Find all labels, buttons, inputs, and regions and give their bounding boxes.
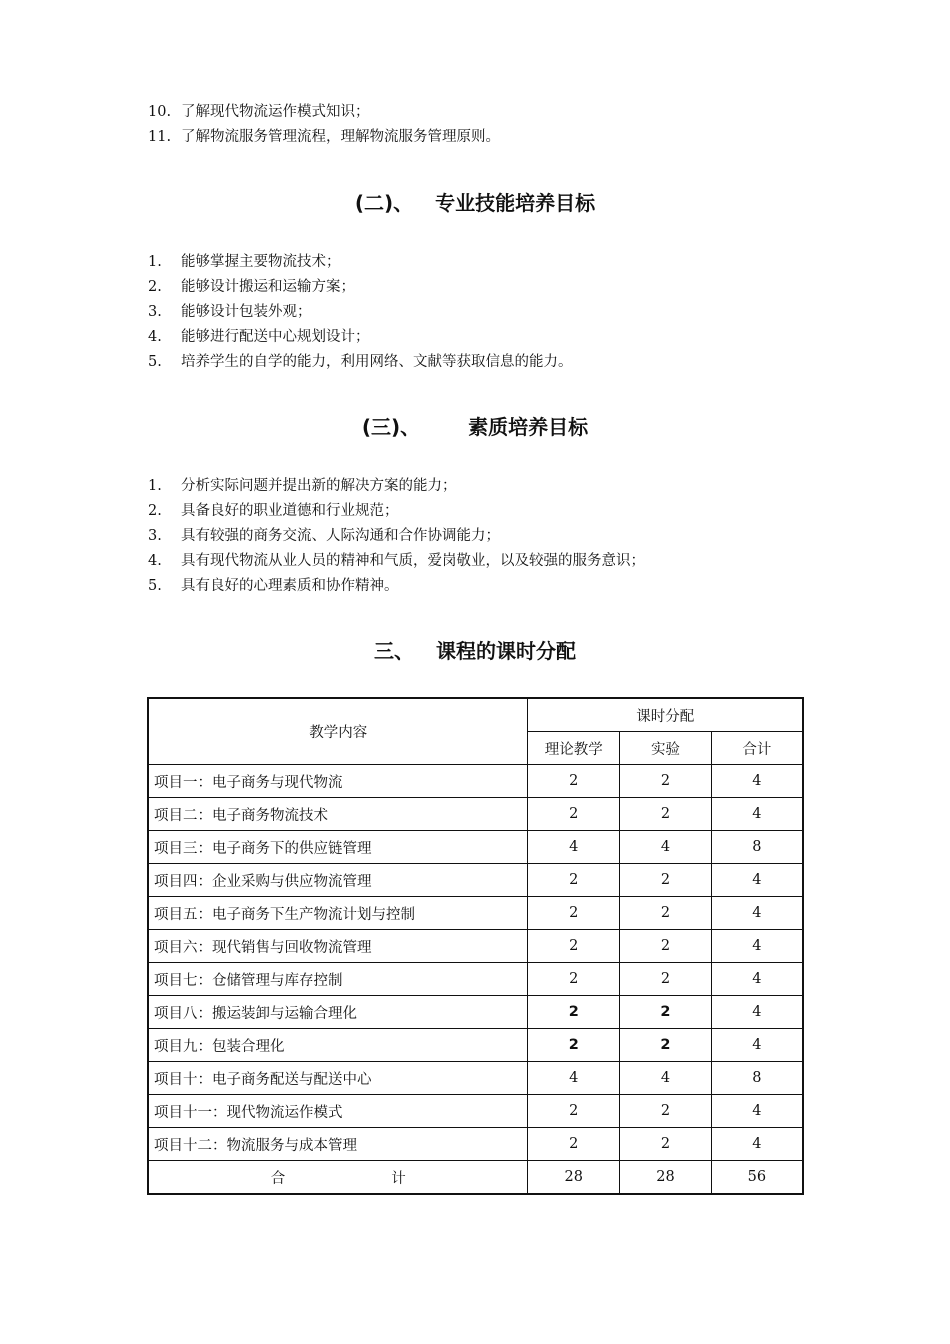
row-theory: 2 [528,963,620,996]
item-number: 3. [148,528,162,544]
item-text: 了解现代物流运作模式知识； [181,104,370,120]
item-number: 3. [148,304,162,320]
row-name: 项目十二：物流服务与成本管理 [148,1128,528,1161]
heading-title: 素质培养目标 [468,415,589,439]
list-item [148,499,645,524]
total-lab: 28 [620,1161,712,1195]
row-lab: 2 [620,996,712,1029]
row-lab: 2 [620,930,712,963]
row-name: 项目一：电子商务与现代物流 [148,765,528,798]
row-name: 项目五：电子商务下生产物流计划与控制 [148,897,528,930]
item-number: 2. [148,503,162,519]
list-item [148,250,573,275]
row-sum: 4 [711,1128,803,1161]
table-row [148,1029,803,1062]
item-text: 了解物流服务管理流程，理解物流服务管理原则。 [181,129,500,145]
total-sum: 56 [711,1161,803,1195]
item-text: 能够进行配送中心规划设计； [181,329,370,345]
table-row [148,930,803,963]
list-item [148,350,573,375]
row-lab: 2 [620,1095,712,1128]
row-name: 项目三：电子商务下的供应链管理 [148,831,528,864]
item-number: 5. [148,354,162,370]
table-row [148,1062,803,1095]
table-row [148,1128,803,1161]
list-item [148,325,573,350]
item-text: 具备良好的职业道德和行业规范； [181,503,399,519]
row-theory: 2 [528,765,620,798]
item-number: 1. [148,478,162,494]
row-theory: 4 [528,831,620,864]
row-sum: 4 [711,1095,803,1128]
row-theory: 2 [528,996,620,1029]
item-text: 能够设计搬运和运输方案； [181,279,355,295]
row-theory: 2 [528,1095,620,1128]
list-item [148,549,645,574]
list-item [148,300,573,325]
row-sum: 8 [711,1062,803,1095]
row-theory: 2 [528,864,620,897]
item-number: 5. [148,578,162,594]
row-name: 项目二：电子商务物流技术 [148,798,528,831]
row-lab: 2 [620,1029,712,1062]
item-number: 4. [148,329,162,345]
row-lab: 2 [620,765,712,798]
heading-title: 课程的课时分配 [436,639,576,663]
row-sum: 4 [711,996,803,1029]
row-theory: 2 [528,930,620,963]
item-number: 11. [148,129,172,145]
row-lab: 2 [620,798,712,831]
total-label-a: 合 [270,1170,286,1187]
row-name: 项目十：电子商务配送与配送中心 [148,1062,528,1095]
header-theory: 理论教学 [528,732,620,765]
item-number: 2. [148,279,162,295]
item-text: 能够设计包装外观； [181,304,312,320]
objectives-list-quality [148,474,645,599]
item-text: 具有良好的心理素质和协作精神。 [181,578,399,594]
row-theory: 2 [528,798,620,831]
header-hours-group: 课时分配 [528,698,803,732]
item-number: 4. [148,553,162,569]
row-name: 项目四：企业采购与供应物流管理 [148,864,528,897]
hours-allocation-table [147,697,804,1195]
item-text: 分析实际问题并提出新的解决方案的能力； [181,478,457,494]
objectives-list-skills [148,250,573,375]
heading-prefix: 三、 [374,639,414,663]
row-sum: 4 [711,963,803,996]
row-lab: 2 [620,897,712,930]
table-row [148,831,803,864]
item-number: 10. [148,104,172,120]
row-theory: 2 [528,897,620,930]
row-name: 项目十一：现代物流运作模式 [148,1095,528,1128]
total-label [148,1161,528,1195]
section-heading-hours [0,635,950,664]
row-theory: 2 [528,1029,620,1062]
total-label-b: 计 [391,1170,406,1187]
heading-title: 专业技能培养目标 [435,191,596,215]
table-row [148,963,803,996]
row-sum: 4 [711,897,803,930]
heading-prefix: (二)、 [354,191,414,215]
section-heading-skills [0,187,950,216]
item-number: 1. [148,254,162,270]
row-lab: 2 [620,963,712,996]
row-sum: 4 [711,930,803,963]
row-lab: 2 [620,864,712,897]
row-name: 项目九：包装合理化 [148,1029,528,1062]
section-heading-quality [0,411,950,440]
row-sum: 4 [711,1029,803,1062]
row-name: 项目六：现代销售与回收物流管理 [148,930,528,963]
header-sum: 合计 [711,732,803,765]
table-total-row [148,1161,803,1195]
table-row [148,864,803,897]
table-row [148,996,803,1029]
heading-prefix: (三)、 [361,415,421,439]
table-row [148,1095,803,1128]
objectives-list-knowledge [148,100,500,150]
table-header-row [148,698,803,732]
total-theory: 28 [528,1161,620,1195]
table-row [148,798,803,831]
row-theory: 2 [528,1128,620,1161]
item-text: 培养学生的自学的能力，利用网络、文献等获取信息的能力。 [181,354,573,370]
table-row [148,765,803,798]
list-item [148,524,645,549]
row-sum: 4 [711,765,803,798]
list-item [148,574,645,599]
row-lab: 4 [620,831,712,864]
row-name: 项目七：仓储管理与库存控制 [148,963,528,996]
row-theory: 4 [528,1062,620,1095]
row-name: 项目八：搬运装卸与运输合理化 [148,996,528,1029]
list-item [148,125,500,150]
item-text: 具有较强的商务交流、人际沟通和合作协调能力； [181,528,500,544]
table-row [148,897,803,930]
list-item [148,474,645,499]
row-sum: 8 [711,831,803,864]
item-text: 具有现代物流从业人员的精神和气质，爱岗敬业，以及较强的服务意识； [181,553,645,569]
list-item [148,100,500,125]
item-text: 能够掌握主要物流技术； [181,254,341,270]
row-sum: 4 [711,864,803,897]
row-lab: 2 [620,1128,712,1161]
row-lab: 4 [620,1062,712,1095]
row-sum: 4 [711,798,803,831]
list-item [148,275,573,300]
header-content: 教学内容 [148,698,528,765]
header-lab: 实验 [620,732,712,765]
